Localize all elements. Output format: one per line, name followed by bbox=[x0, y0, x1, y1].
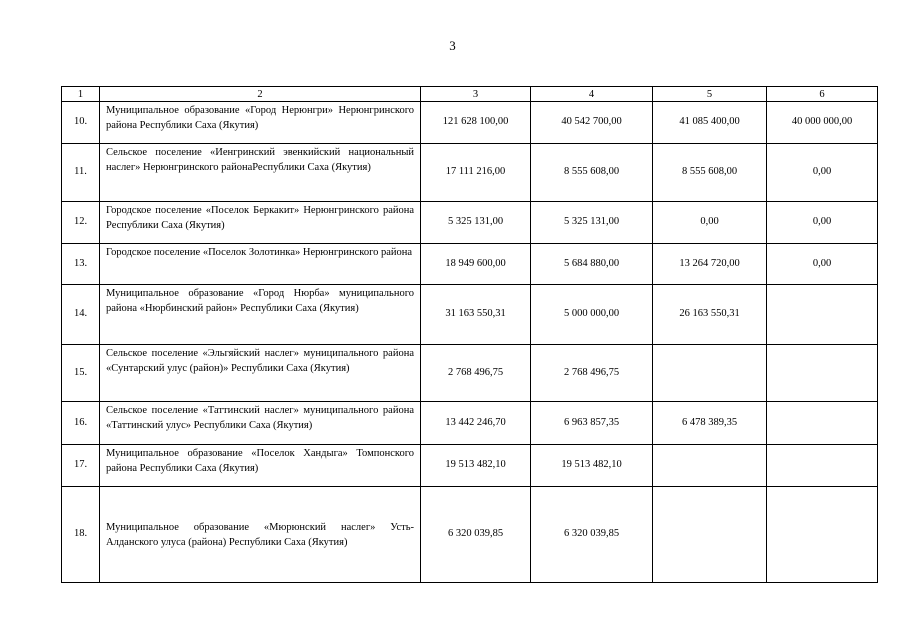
value-col-6: 0,00 bbox=[767, 144, 878, 202]
value-col-4: 5 000 000,00 bbox=[531, 285, 653, 345]
header-row bbox=[62, 87, 878, 102]
value-col-4: 40 542 700,00 bbox=[531, 102, 653, 144]
municipality-name-text: Муниципальное образование «Поселок Хандыга» Томпонского района Республики Саха (Якутия) bbox=[106, 448, 414, 474]
table-row bbox=[62, 445, 878, 487]
header-cell: 1 bbox=[62, 87, 100, 102]
row-number: 10. bbox=[62, 102, 100, 144]
municipality-name bbox=[100, 445, 421, 487]
value-col-3: 18 949 600,00 bbox=[421, 244, 531, 285]
value-col-6 bbox=[767, 445, 878, 487]
table-row bbox=[62, 285, 878, 345]
value-col-4: 6 320 039,85 bbox=[531, 487, 653, 583]
value-col-6: 40 000 000,00 bbox=[767, 102, 878, 144]
value-col-3: 19 513 482,10 bbox=[421, 445, 531, 487]
value-col-3: 31 163 550,31 bbox=[421, 285, 531, 345]
table-row bbox=[62, 244, 878, 285]
row-number: 16. bbox=[62, 402, 100, 445]
municipality-name bbox=[100, 144, 421, 202]
value-col-4: 19 513 482,10 bbox=[531, 445, 653, 487]
municipality-name-text: Городское поселение «Поселок Золотинка» Нерюнгринского района bbox=[106, 247, 413, 258]
table-row bbox=[62, 402, 878, 445]
table-row bbox=[62, 144, 878, 202]
municipality-name bbox=[100, 487, 421, 583]
header-cell: 4 bbox=[531, 87, 653, 102]
value-col-3: 121 628 100,00 bbox=[421, 102, 531, 144]
table-row bbox=[62, 202, 878, 244]
header-cell: 2 bbox=[100, 87, 421, 102]
municipality-name-text: Городское поселение «Поселок Беркакит» Нерюнгринского района Республики Саха (Якутия) bbox=[106, 205, 414, 231]
value-col-4: 5 325 131,00 bbox=[531, 202, 653, 244]
municipality-name-text: Муниципальное образование «Мюрюнский наслег» Усть-Алданского улуса (района) Республики Саха (Якутия) bbox=[106, 522, 414, 548]
value-col-3: 13 442 246,70 bbox=[421, 402, 531, 445]
value-col-5: 0,00 bbox=[653, 202, 767, 244]
municipality-name-text: Муниципальное образование «Город Нюрба» муниципального района «Нюрбинский район» Республики Саха (Якутия) bbox=[106, 288, 414, 314]
value-col-5: 8 555 608,00 bbox=[653, 144, 767, 202]
value-col-5: 6 478 389,35 bbox=[653, 402, 767, 445]
municipality-name bbox=[100, 202, 421, 244]
value-col-6 bbox=[767, 402, 878, 445]
value-col-6: 0,00 bbox=[767, 202, 878, 244]
row-number: 11. bbox=[62, 144, 100, 202]
value-col-4: 8 555 608,00 bbox=[531, 144, 653, 202]
allocation-table bbox=[61, 86, 878, 583]
row-number: 17. bbox=[62, 445, 100, 487]
municipality-name bbox=[100, 102, 421, 144]
row-number: 12. bbox=[62, 202, 100, 244]
header-cell: 6 bbox=[767, 87, 878, 102]
municipality-name-text: Сельское поселение «Таттинский наслег» муниципального района «Таттинский улус» Республики Саха (Якутия) bbox=[106, 405, 414, 431]
municipality-name bbox=[100, 345, 421, 402]
value-col-6: 0,00 bbox=[767, 244, 878, 285]
municipality-name-text: Сельское поселение «Иенгринский эвенкийский национальный наслег» Нерюнгринского районаРеспублики Саха (Якутия) bbox=[106, 147, 414, 173]
table-row bbox=[62, 487, 878, 583]
header-cell: 5 bbox=[653, 87, 767, 102]
table-row bbox=[62, 345, 878, 402]
value-col-3: 6 320 039,85 bbox=[421, 487, 531, 583]
value-col-4: 6 963 857,35 bbox=[531, 402, 653, 445]
value-col-6 bbox=[767, 487, 878, 583]
row-number: 15. bbox=[62, 345, 100, 402]
value-col-3: 2 768 496,75 bbox=[421, 345, 531, 402]
municipality-name bbox=[100, 285, 421, 345]
value-col-6 bbox=[767, 345, 878, 402]
header-cell: 3 bbox=[421, 87, 531, 102]
municipality-name bbox=[100, 244, 421, 285]
municipality-name-text: Муниципальное образование «Город Нерюнгри» Нерюнгринского района Республики Саха (Якутия) bbox=[106, 105, 414, 131]
row-number: 14. bbox=[62, 285, 100, 345]
value-col-5: 26 163 550,31 bbox=[653, 285, 767, 345]
page-number: 3 bbox=[449, 38, 456, 53]
value-col-5: 13 264 720,00 bbox=[653, 244, 767, 285]
row-number: 13. bbox=[62, 244, 100, 285]
value-col-5 bbox=[653, 487, 767, 583]
value-col-4: 2 768 496,75 bbox=[531, 345, 653, 402]
value-col-3: 17 111 216,00 bbox=[421, 144, 531, 202]
value-col-5 bbox=[653, 345, 767, 402]
value-col-3: 5 325 131,00 bbox=[421, 202, 531, 244]
table-row bbox=[62, 102, 878, 144]
value-col-4: 5 684 880,00 bbox=[531, 244, 653, 285]
municipality-name-text: Сельское поселение «Эльгяйский наслег» муниципального района «Сунтарский улус (район)» Республики Саха (Якутия) bbox=[106, 348, 414, 374]
value-col-5 bbox=[653, 445, 767, 487]
value-col-6 bbox=[767, 285, 878, 345]
municipality-name bbox=[100, 402, 421, 445]
row-number: 18. bbox=[62, 487, 100, 583]
value-col-5: 41 085 400,00 bbox=[653, 102, 767, 144]
